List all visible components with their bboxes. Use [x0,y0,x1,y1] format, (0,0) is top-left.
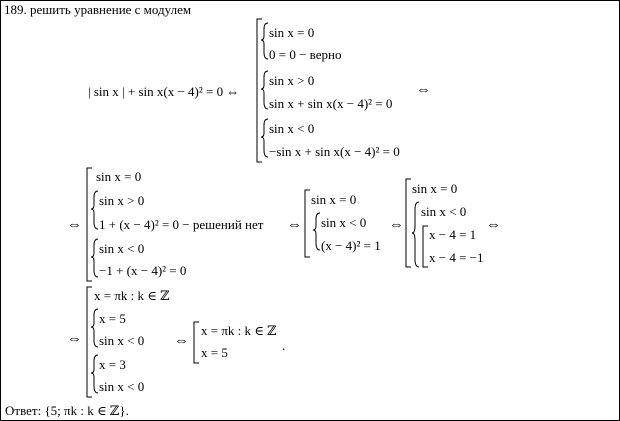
sys1-line-2: 0 = 0 − верно [269,47,342,62]
row2c-inner-bracket [423,226,428,267]
problem-title: 189. решить уравнение с модулем [4,2,192,17]
bracket-graphics [1,1,619,420]
sys1-brace-a [261,23,268,59]
sys1-equiv-arrow: ⇔ [416,82,431,98]
row2b-square-bracket [305,190,310,257]
row3-line-4: x = 3 [99,357,126,372]
row3-equiv-arrow-lead: ⇔ [67,331,82,347]
row3-line-3: sin x < 0 [99,333,145,348]
sys1-line-1: sin x = 0 [269,25,315,40]
row3-result-2: x = 5 [201,345,228,360]
row2-line-3: 1 + (x − 4)² = 0 − решений нет [99,217,264,232]
row2-line-2: sin x > 0 [99,193,145,208]
sys1-line-4: sin x + sin x(x − 4)² = 0 [269,96,393,111]
row3-line-2: x = 5 [99,311,126,326]
row2c-square-bracket [406,179,411,267]
row2-equiv-arrow-lead: ⇔ [67,217,82,233]
row2-line-1: sin x = 0 [96,169,142,184]
sys1-brace-b [261,71,268,109]
row3-result-dot: . [282,338,286,353]
row2-square-bracket [87,168,92,281]
row3-brace-b [91,309,98,347]
row2c-line-4: x − 4 = −1 [429,250,484,265]
row2-brace-c [91,239,98,277]
row2-line-4: sin x < 0 [99,241,145,256]
equation-text: | sin x | + sin x(x − 4)² = 0 ⇔ [88,84,240,99]
answer-line: Ответ: {5; πk : k ∈ ℤ}. [5,403,129,418]
row2c-brace [412,202,419,267]
row2-equiv-arrow-2: ⇔ [389,217,404,233]
row3-result-bracket [194,322,199,363]
row2b-brace [313,213,320,250]
row2-equiv-arrow-1: ⇔ [287,217,302,233]
row2-equiv-arrow-tail: ⇔ [486,217,501,233]
row2b-line-3: (x − 4)² = 1 [321,238,381,253]
row2c-line-2: sin x < 0 [421,204,467,219]
row2c-line-1: sin x = 0 [412,181,458,196]
sys1-line-3: sin x > 0 [269,73,315,88]
row3-line-5: sin x < 0 [99,379,145,394]
row3-result-1: x = πk : k ∈ ℤ [201,323,277,338]
row2b-line-1: sin x = 0 [311,192,357,207]
row3-square-bracket [87,287,92,397]
row3-equiv-arrow: ⇔ [174,333,189,349]
row2-brace-b [91,191,98,229]
sys1-line-5: sin x < 0 [269,121,315,136]
sys1-brace-c [261,119,268,157]
row2-line-5: −1 + (x − 4)² = 0 [99,263,187,278]
row2c-line-3: x − 4 = 1 [429,227,477,242]
row2b-line-2: sin x < 0 [321,215,367,230]
sys1-line-6: −sin x + sin x(x − 4)² = 0 [269,144,400,159]
row3-line-1: x = πk : k ∈ ℤ [94,288,170,303]
row3-brace-c [91,355,98,393]
